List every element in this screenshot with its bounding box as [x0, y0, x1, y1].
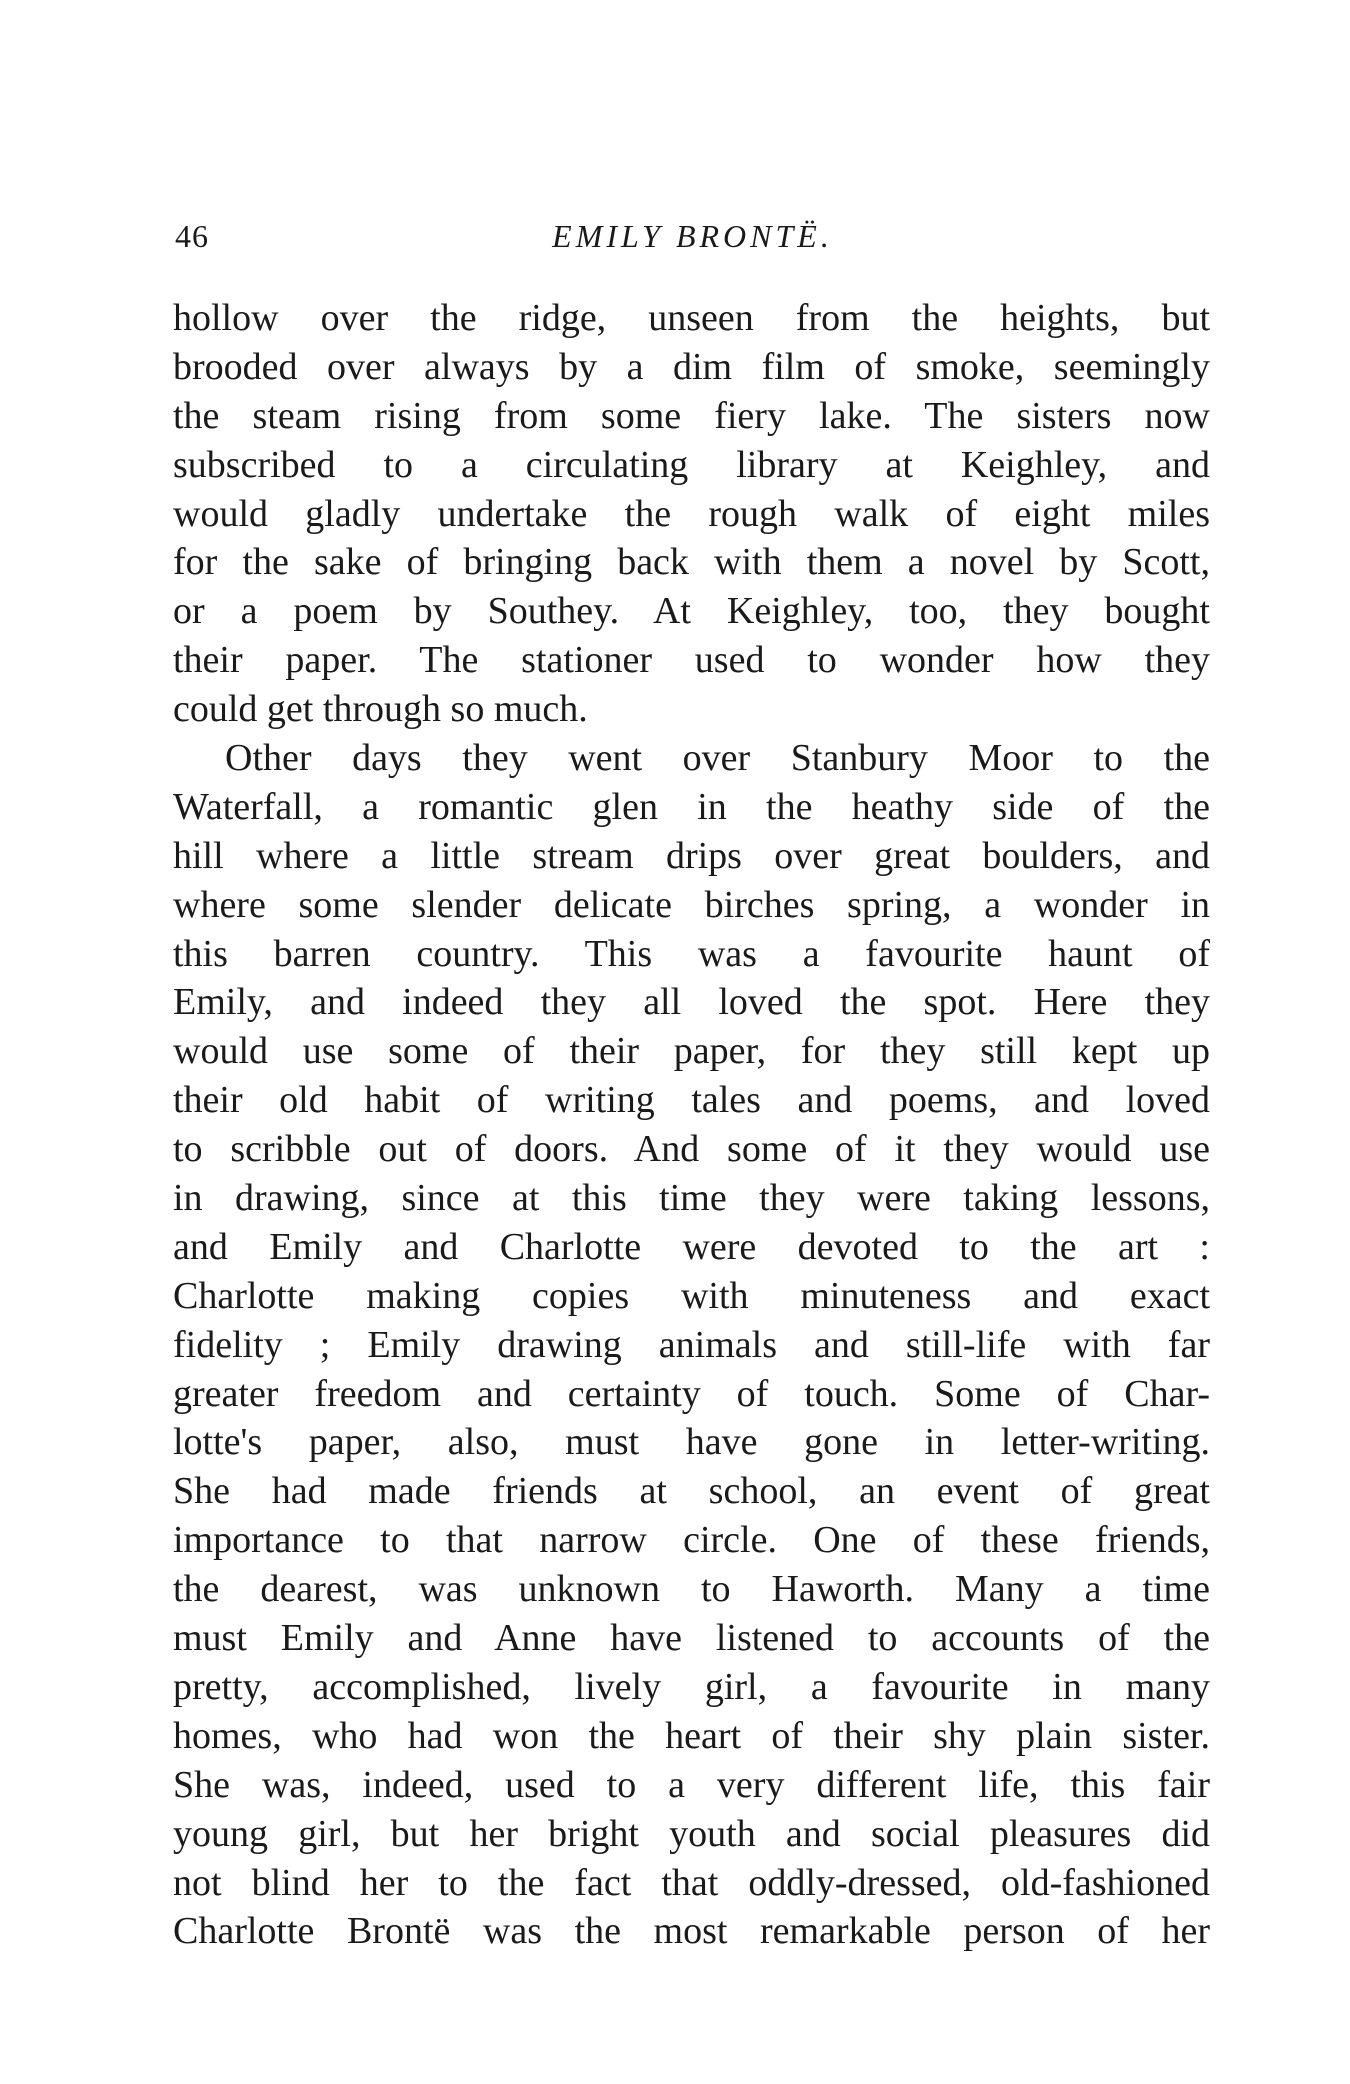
text-line: homes, who had won the heart of their shy plain sister. — [173, 1714, 1210, 1757]
text-line: could get through so much. — [173, 688, 588, 731]
text-line: importance to that narrow circle. One of these friends, — [173, 1519, 1210, 1562]
page-header — [175, 218, 1210, 268]
text-line: Other days they went over Stanbury Moor to the — [225, 737, 1210, 780]
text-line: She was, indeed, used to a very different life, this fair — [173, 1763, 1210, 1806]
text-line: must Emily and Anne have listened to accounts of the — [173, 1617, 1210, 1660]
text-line: would gladly undertake the rough walk of eight miles — [173, 492, 1210, 535]
text-line: Emily, and indeed they all loved the spot. Here they — [173, 981, 1210, 1024]
text-line: their paper. The stationer used to wonder how they — [173, 639, 1210, 682]
text-line: not blind her to the fact that oddly-dressed, old-fashioned — [173, 1861, 1210, 1904]
text-line: Charlotte making copies with minuteness and exact — [173, 1274, 1210, 1317]
text-line: hill where a little stream drips over great boulders, and — [173, 834, 1210, 877]
text-line: Charlotte Brontë was the most remarkable person of her — [173, 1910, 1210, 1953]
running-title: EMILY BRONTË. — [552, 218, 833, 254]
text-line: where some slender delicate birches spring, a wonder in — [173, 883, 1210, 926]
paragraph — [173, 294, 1210, 734]
text-line: fidelity ; Emily drawing animals and still-life with far — [173, 1323, 1210, 1366]
text-line: or a poem by Southey. At Keighley, too, they bought — [173, 590, 1210, 633]
text-line: the dearest, was unknown to Haworth. Many a time — [173, 1568, 1210, 1611]
text-line: the steam rising from some fiery lake. The sisters now — [173, 394, 1210, 437]
page-number: 46 — [175, 218, 209, 254]
text-line: lotte's paper, also, must have gone in letter-writing. — [173, 1421, 1210, 1464]
body-text — [173, 294, 1210, 1956]
text-line: subscribed to a circulating library at Keighley, and — [173, 443, 1210, 486]
text-line: their old habit of writing tales and poems, and loved — [173, 1079, 1210, 1122]
paragraph — [173, 734, 1210, 1956]
text-line: brooded over always by a dim film of smoke, seemingly — [173, 345, 1210, 388]
text-line: greater freedom and certainty of touch. Some of Char- — [173, 1372, 1210, 1415]
text-line: would use some of their paper, for they still kept up — [173, 1030, 1210, 1073]
text-line: in drawing, since at this time they were taking lessons, — [173, 1177, 1210, 1220]
text-line: Waterfall, a romantic glen in the heathy side of the — [173, 785, 1210, 828]
text-line: pretty, accomplished, lively girl, a favourite in many — [173, 1665, 1210, 1708]
text-line: to scribble out of doors. And some of it they would use — [173, 1128, 1210, 1171]
text-line: young girl, but her bright youth and social pleasures did — [173, 1812, 1210, 1855]
text-line: for the sake of bringing back with them a novel by Scott, — [173, 541, 1210, 584]
text-line: hollow over the ridge, unseen from the heights, but — [173, 297, 1210, 339]
text-line: this barren country. This was a favourite haunt of — [173, 932, 1210, 975]
text-line: She had made friends at school, an event of great — [173, 1470, 1210, 1513]
text-line: and Emily and Charlotte were devoted to the art : — [173, 1225, 1210, 1268]
